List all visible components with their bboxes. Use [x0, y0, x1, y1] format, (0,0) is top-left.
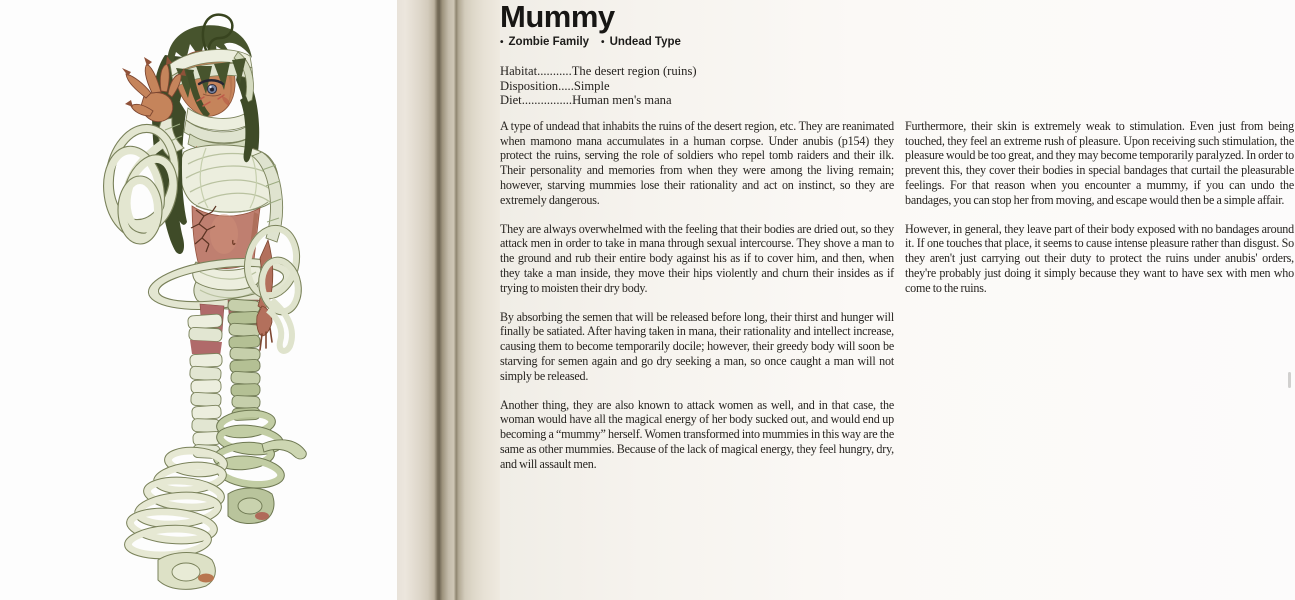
diet-value: Human men's mana — [572, 93, 672, 108]
bullet-icon: • — [500, 36, 504, 48]
illustration-page — [0, 0, 397, 600]
disposition-label: Disposition — [500, 78, 559, 93]
dot-leader: ........... — [537, 64, 572, 78]
mummy-illustration — [0, 0, 397, 600]
undead-type-tag — [601, 36, 681, 48]
disposition-row — [500, 79, 900, 94]
body-paragraph: By absorbing the semen that will be released before long, their thirst and hunger will finally be satiated. After having taken in mana, their rationality and intellect increase, causing them to become temporarily docile; however, their greedy body will soon be starving for semen again and go dry seeking a man, so once caught a man will not simply be released. — [500, 309, 894, 383]
disposition-value: Simple — [573, 78, 610, 93]
dot-leader: ................ — [521, 93, 573, 108]
undead-type-tag-label: Undead Type — [609, 36, 681, 48]
type-tags — [500, 36, 900, 48]
book-gutter — [397, 0, 500, 600]
body-paragraph: Another thing, they are also known to attack women as well, and in that case, the woman would have all the magical energy of her body sucked out, and would end up becoming a “mummy” herself. Women transformed into mummies in this way are the same as other mummies. Because of the lack of magical energy, they feel hungry, dry, and will assault men. — [500, 397, 894, 471]
habitat-row — [500, 64, 900, 79]
body-paragraph: A type of undead that inhabits the ruins of the desert region, etc. They are reanimated when mamono mana accumulates in a human corpse. Under anubis (p154) they protect the ruins, serving the role of soldiers who repel tomb raiders and their ilk. Their personality and memories from when they were among the living remain; however, starving mummies lose their rationality and act on instinct, so they are extremely dangerous. — [500, 119, 894, 207]
text-page — [500, 0, 1295, 600]
profile-list — [500, 64, 900, 108]
right-text-column — [905, 119, 1294, 310]
habitat-value: The desert region (ruins) — [571, 64, 697, 78]
body-paragraph: Furthermore, their skin is extremely weak to stimulation. Even just from being touched, they feel an extreme rush of pleasure. Upon receiving such stimulation, the pleasure would be too great, and they may become temporarily paralyzed. In order to prevent this, they cover their bodies in special bandages that curtail the pleasurable feelings. For that reason when you encounter a mummy, if you can undo the bandages, you can stop her from moving, and escape would then be a simple affair. — [905, 119, 1294, 207]
bullet-icon: • — [601, 36, 605, 48]
dot-leader: ..... — [558, 78, 574, 93]
body-paragraph: However, in general, they leave part of their body exposed with no bandages around it. If one touches that place, it seems to cause intense pleasure rather than disgust. So they aren't just carrying out their duty to protect the ruins under anubis' orders, they're probably just doing it simply because they want to have sex with men who come to the ruins. — [905, 221, 1294, 295]
entry-header — [500, 0, 900, 108]
scan-artifact — [1288, 372, 1291, 388]
family-tag — [500, 36, 589, 48]
left-text-column — [500, 119, 894, 486]
page-title: Mummy — [500, 0, 615, 34]
habitat-label: Habitat — [500, 64, 538, 78]
body-paragraph: They are always overwhelmed with the feeling that their bodies are dried out, so they attack men in order to take in mana through sexual intercourse. They shove a man to the ground and rub their entire body against his as if to cover him, and then, when they take a man inside, they move their hips violently and churn their insides as if trying to moisten their dry body. — [500, 221, 894, 295]
diet-row — [500, 93, 900, 108]
family-tag-label: Zombie Family — [508, 36, 590, 48]
diet-label: Diet — [500, 93, 522, 108]
left-leg-coils — [123, 445, 228, 590]
